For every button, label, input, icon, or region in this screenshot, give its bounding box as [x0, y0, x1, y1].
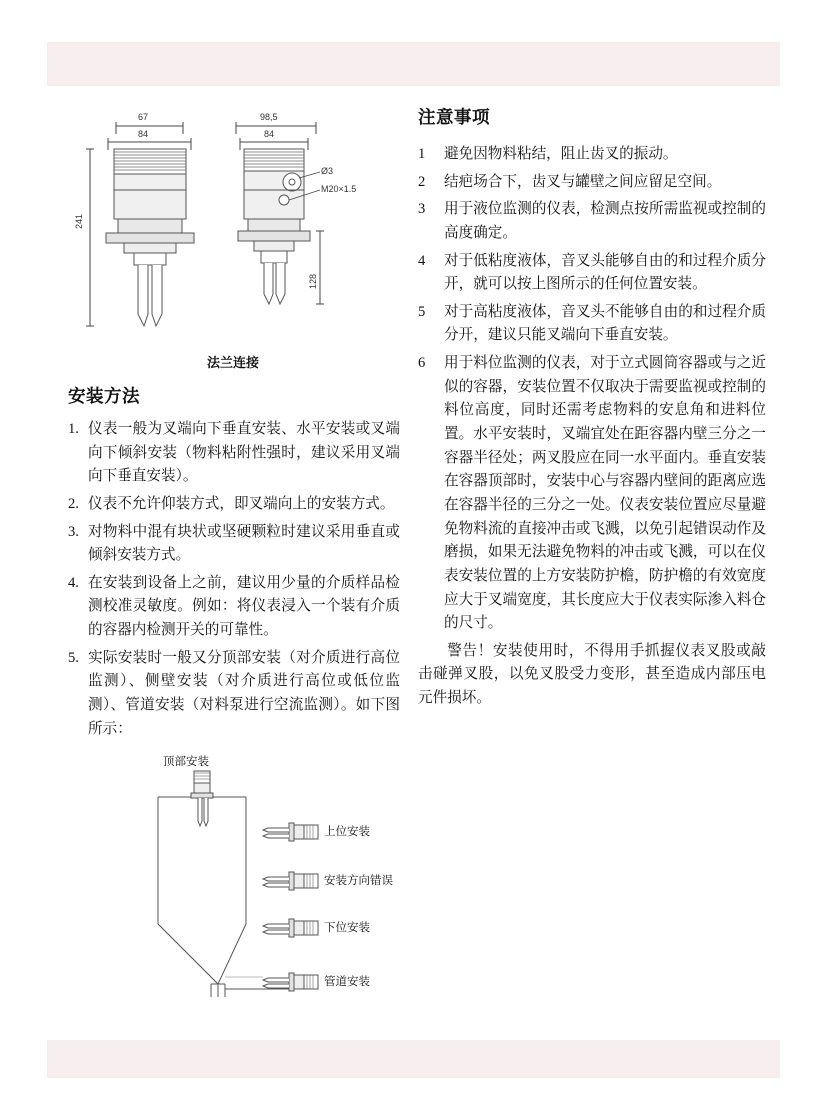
list-text: 对于低粘度液体，音叉头能够自由的和过程介质分开，就可以按上图所示的任何位置安装。: [444, 252, 766, 293]
tank-label-lower: 下位安装: [324, 922, 370, 935]
list-marker: 2: [418, 173, 426, 190]
notes-list: [418, 143, 766, 636]
list-marker: 6: [418, 355, 426, 372]
right-column: [418, 104, 766, 725]
list-item: [68, 521, 400, 568]
list-item: [68, 572, 400, 643]
list-text: 对物料中混有块状或坚硬颗粒时建议采用垂直或倾斜安装方式。: [88, 523, 400, 564]
list-text: 实际安装时一般又分顶部安装（对介质进行高位监测）、侧壁安装（对介质进行高位或低位监测）、管道安装（对料泵进行空流监测）。如下图所示：: [88, 649, 400, 737]
dim-hole-diameter: Ø3: [321, 166, 334, 176]
list-text: 对于高粘度液体，音叉头不能够自由的和过程介质分开，建议只能叉端向下垂直安装。: [444, 303, 766, 344]
list-text: 结疤场合下，齿叉与罐壁之间应留足空间。: [444, 173, 722, 190]
tank-label-upper: 上位安装: [324, 826, 370, 839]
tank-installation-diagram: [68, 749, 400, 999]
list-text: 用于料位监测的仪表，对于立式圆筒容器或与之近似的容器，安装位置不仅取决于需要监视或控制的料位高度，同时还需考虑物料的安息角和进料位置。水平安装时，叉端宜处在距容器内壁三分之一容器半径处；两叉股应在同一水平面内。垂直安装在容器顶部时，安装中心与容器内壁间的距离应选在容器半径的三分之一处。仪表安装位置应尽量避免物料流的直接冲击或飞溅，以免引起错误动作及磨损，如果无法避免物料的冲击或飞溅，可以在仪表安装位置的上方安装防护檐，防护檐的有效宽度应大于叉端宽度，其长度应大于仪表实际渗入料仓的尺寸。: [444, 355, 766, 632]
list-marker: 5.: [68, 649, 79, 666]
left-column: [68, 104, 400, 999]
list-marker: 1: [418, 146, 426, 162]
install-section-title: 安装方法: [68, 386, 140, 406]
technical-drawing: [68, 104, 398, 354]
list-item: [418, 301, 766, 348]
dim-right-top-width: 98,5: [260, 112, 278, 122]
warning-text: 警告！安装使用时，不得用手抓握仪表叉股或敲击碰弹叉股，以免叉股受力变形，甚至造成内部压电元件损坏。: [418, 642, 766, 707]
list-item: [68, 493, 400, 517]
decorative-band-bottom: [47, 1040, 780, 1078]
list-text: 仪表不允许仰装方式，即叉端向上的安装方式。: [88, 495, 395, 512]
tank-label-wrong: 安装方向错误: [324, 875, 393, 888]
list-text: 仪表一般为叉端向下垂直安装、水平安装或叉端向下倾斜安装（物料粘附性强时，建议采用叉端向下垂直安装）。: [88, 421, 400, 485]
list-text: 在安装到设备上之前，建议用少量的介质样品检测校准灵敏度。例如：将仪表浸入一个装有介质的容器内检测开关的可靠性。: [88, 574, 400, 639]
decorative-band-top: [47, 42, 780, 86]
list-item: [418, 143, 766, 167]
list-marker: 2.: [68, 495, 79, 512]
list-text: 避免因物料粘结，阻止齿叉的振动。: [444, 146, 678, 162]
list-marker: 3.: [68, 523, 79, 540]
list-item: [418, 198, 766, 245]
install-steps-list: [68, 418, 400, 741]
tank-label-top: 顶部安装: [163, 756, 209, 769]
list-text: 用于液位监测的仪表，检测点按所需监视或控制的高度确定。: [444, 201, 766, 241]
list-marker: 4: [418, 252, 426, 269]
list-item: [418, 352, 766, 636]
dim-right-inner-width: 84: [264, 129, 275, 139]
list-marker: 1.: [68, 421, 79, 437]
notes-section-title: 注意事项: [418, 107, 490, 127]
list-marker: 4.: [68, 574, 79, 591]
dim-right-height: 128: [308, 273, 318, 289]
dim-left-height: 241: [74, 213, 84, 229]
list-marker: 5: [418, 303, 426, 320]
list-item: [418, 171, 766, 195]
dim-left-top-width: 67: [138, 112, 149, 122]
dim-left-inner-width: 84: [138, 129, 149, 139]
dim-thread-spec: M20×1.5: [321, 184, 357, 194]
flange-connection-drawing: [68, 104, 398, 349]
tank-label-pipe: 管道安装: [324, 976, 370, 989]
list-item: [68, 418, 400, 489]
drawing-caption: 法兰连接: [206, 355, 259, 370]
list-marker: 3: [418, 201, 426, 218]
list-item: [68, 647, 400, 742]
list-item: [418, 250, 766, 297]
